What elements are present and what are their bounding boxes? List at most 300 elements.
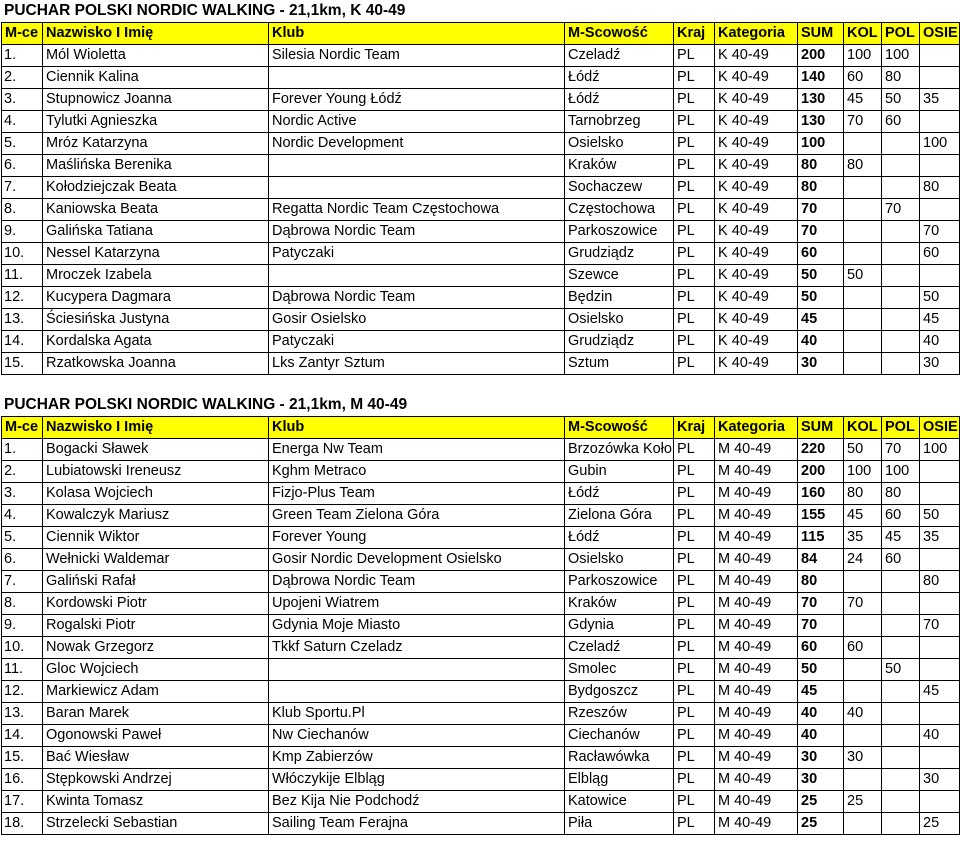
cell-place: 14. [2, 331, 43, 353]
table-row [2, 769, 960, 791]
table-row [2, 549, 960, 571]
table-row [2, 89, 960, 111]
header-osie: OSIE [920, 23, 960, 45]
cell-name: Galiński Rafał [43, 571, 269, 593]
cell-kol: 70 [844, 593, 882, 615]
header-club: Klub [269, 417, 565, 439]
cell-name: Kordalska Agata [43, 331, 269, 353]
cell-town: Kraków [565, 155, 674, 177]
cell-town: Gubin [565, 461, 674, 483]
cell-osie: 80 [920, 571, 960, 593]
cell-osie: 60 [920, 243, 960, 265]
cell-name: Nessel Katarzyna [43, 243, 269, 265]
cell-country: PL [674, 725, 715, 747]
cell-club: Włóczykije Elbląg [269, 769, 565, 791]
cell-pol [882, 681, 920, 703]
cell-club: Patyczaki [269, 243, 565, 265]
cell-place: 1. [2, 439, 43, 461]
header-place: M-ce [2, 23, 43, 45]
table-row [2, 177, 960, 199]
cell-category: M 40-49 [715, 659, 798, 681]
cell-place: 11. [2, 265, 43, 287]
cell-pol: 45 [882, 527, 920, 549]
cell-osie: 40 [920, 331, 960, 353]
table-row [2, 353, 960, 375]
cell-kol [844, 133, 882, 155]
cell-club: Lks Zantyr Sztum [269, 353, 565, 375]
cell-category: M 40-49 [715, 813, 798, 835]
cell-club [269, 659, 565, 681]
table-row [2, 571, 960, 593]
cell-town: Czeladź [565, 637, 674, 659]
cell-pol [882, 155, 920, 177]
cell-name: Ogonowski Paweł [43, 725, 269, 747]
cell-country: PL [674, 133, 715, 155]
cell-pol [882, 243, 920, 265]
cell-pol [882, 769, 920, 791]
cell-name: Galińska Tatiana [43, 221, 269, 243]
cell-osie [920, 199, 960, 221]
cell-category: M 40-49 [715, 505, 798, 527]
cell-category: M 40-49 [715, 527, 798, 549]
header-town: M-Scowość [565, 23, 674, 45]
cell-name: Rogalski Piotr [43, 615, 269, 637]
cell-club: Energa Nw Team [269, 439, 565, 461]
cell-pol [882, 615, 920, 637]
table-row [2, 111, 960, 133]
cell-place: 8. [2, 199, 43, 221]
cell-name: Baran Marek [43, 703, 269, 725]
cell-country: PL [674, 571, 715, 593]
cell-country: PL [674, 527, 715, 549]
cell-kol: 35 [844, 527, 882, 549]
cell-club [269, 155, 565, 177]
cell-kol: 30 [844, 747, 882, 769]
cell-osie [920, 593, 960, 615]
cell-town: Kraków [565, 593, 674, 615]
cell-country: PL [674, 45, 715, 67]
cell-pol [882, 133, 920, 155]
cell-osie [920, 549, 960, 571]
header-category: Kategoria [715, 417, 798, 439]
cell-kol: 70 [844, 111, 882, 133]
cell-osie [920, 483, 960, 505]
cell-name: Ciennik Wiktor [43, 527, 269, 549]
cell-osie [920, 791, 960, 813]
cell-category: M 40-49 [715, 791, 798, 813]
table-row [2, 615, 960, 637]
header-osie: OSIE [920, 417, 960, 439]
cell-category: M 40-49 [715, 571, 798, 593]
table-row [2, 155, 960, 177]
cell-pol [882, 177, 920, 199]
cell-sum: 130 [798, 111, 844, 133]
cell-pol: 80 [882, 67, 920, 89]
cell-sum: 115 [798, 527, 844, 549]
cell-town: Sochaczew [565, 177, 674, 199]
cell-pol: 60 [882, 505, 920, 527]
cell-category: M 40-49 [715, 483, 798, 505]
cell-country: PL [674, 243, 715, 265]
cell-town: Łódź [565, 483, 674, 505]
cell-country: PL [674, 615, 715, 637]
cell-town: Racławówka [565, 747, 674, 769]
cell-town: Osielsko [565, 309, 674, 331]
cell-osie: 25 [920, 813, 960, 835]
table-row [2, 309, 960, 331]
cell-name: Kordowski Piotr [43, 593, 269, 615]
cell-country: PL [674, 155, 715, 177]
cell-sum: 30 [798, 353, 844, 375]
cell-osie [920, 45, 960, 67]
cell-name: Bogacki Sławek [43, 439, 269, 461]
cell-category: M 40-49 [715, 439, 798, 461]
cell-pol [882, 725, 920, 747]
cell-osie [920, 111, 960, 133]
cell-sum: 80 [798, 571, 844, 593]
cell-place: 15. [2, 747, 43, 769]
cell-place: 18. [2, 813, 43, 835]
cell-club: Dąbrowa Nordic Team [269, 221, 565, 243]
cell-kol: 50 [844, 439, 882, 461]
cell-category: K 40-49 [715, 111, 798, 133]
cell-country: PL [674, 331, 715, 353]
cell-osie: 100 [920, 439, 960, 461]
cell-place: 12. [2, 287, 43, 309]
header-town: M-Scowość [565, 417, 674, 439]
cell-country: PL [674, 287, 715, 309]
cell-country: PL [674, 747, 715, 769]
cell-pol: 50 [882, 659, 920, 681]
cell-place: 4. [2, 505, 43, 527]
cell-town: Piła [565, 813, 674, 835]
cell-sum: 45 [798, 309, 844, 331]
table-row [2, 133, 960, 155]
cell-name: Kowalczyk Mariusz [43, 505, 269, 527]
section-men-40-49 [0, 394, 960, 835]
cell-town: Osielsko [565, 549, 674, 571]
table-row [2, 791, 960, 813]
cell-osie [920, 659, 960, 681]
cell-sum: 30 [798, 769, 844, 791]
cell-club: Bez Kija Nie Podchodź [269, 791, 565, 813]
cell-pol [882, 791, 920, 813]
cell-kol: 60 [844, 67, 882, 89]
cell-sum: 200 [798, 461, 844, 483]
cell-pol [882, 221, 920, 243]
cell-name: Tylutki Agnieszka [43, 111, 269, 133]
cell-pol [882, 353, 920, 375]
cell-sum: 70 [798, 593, 844, 615]
cell-club: Sailing Team Ferajna [269, 813, 565, 835]
cell-place: 2. [2, 461, 43, 483]
cell-pol: 80 [882, 483, 920, 505]
cell-osie: 70 [920, 615, 960, 637]
table-row [2, 659, 960, 681]
cell-club: Upojeni Wiatrem [269, 593, 565, 615]
table-row [2, 265, 960, 287]
table-row [2, 483, 960, 505]
cell-name: Markiewicz Adam [43, 681, 269, 703]
cell-club: Regatta Nordic Team Częstochowa [269, 199, 565, 221]
cell-pol [882, 309, 920, 331]
cell-country: PL [674, 637, 715, 659]
cell-country: PL [674, 177, 715, 199]
cell-pol: 70 [882, 199, 920, 221]
cell-osie: 35 [920, 527, 960, 549]
results-table [1, 22, 960, 375]
cell-club: Green Team Zielona Góra [269, 505, 565, 527]
cell-place: 12. [2, 681, 43, 703]
cell-town: Sztum [565, 353, 674, 375]
cell-kol: 50 [844, 265, 882, 287]
cell-sum: 220 [798, 439, 844, 461]
cell-club: Gdynia Moje Miasto [269, 615, 565, 637]
cell-kol [844, 199, 882, 221]
cell-kol [844, 243, 882, 265]
cell-sum: 84 [798, 549, 844, 571]
cell-country: PL [674, 791, 715, 813]
cell-kol: 80 [844, 155, 882, 177]
table-row [2, 725, 960, 747]
section-women-40-49 [0, 0, 960, 375]
cell-osie: 80 [920, 177, 960, 199]
cell-club: Nordic Active [269, 111, 565, 133]
cell-place: 1. [2, 45, 43, 67]
cell-name: Kwinta Tomasz [43, 791, 269, 813]
cell-category: M 40-49 [715, 549, 798, 571]
table-row [2, 813, 960, 835]
cell-kol [844, 331, 882, 353]
cell-kol [844, 681, 882, 703]
table-row [2, 681, 960, 703]
cell-club: Tkkf Saturn Czeladz [269, 637, 565, 659]
header-row [2, 23, 960, 45]
cell-sum: 140 [798, 67, 844, 89]
cell-category: K 40-49 [715, 45, 798, 67]
cell-country: PL [674, 199, 715, 221]
cell-place: 9. [2, 221, 43, 243]
cell-pol: 60 [882, 549, 920, 571]
cell-category: K 40-49 [715, 353, 798, 375]
cell-pol [882, 703, 920, 725]
cell-country: PL [674, 89, 715, 111]
cell-place: 15. [2, 353, 43, 375]
cell-town: Rzeszów [565, 703, 674, 725]
cell-kol [844, 725, 882, 747]
cell-osie: 70 [920, 221, 960, 243]
table-row [2, 67, 960, 89]
cell-osie: 45 [920, 309, 960, 331]
cell-name: Wełnicki Waldemar [43, 549, 269, 571]
cell-name: Mól Wioletta [43, 45, 269, 67]
cell-sum: 45 [798, 681, 844, 703]
cell-pol: 50 [882, 89, 920, 111]
cell-kol: 40 [844, 703, 882, 725]
results-table [1, 416, 960, 835]
header-name: Nazwisko I Imię [43, 417, 269, 439]
cell-osie: 30 [920, 353, 960, 375]
cell-kol: 100 [844, 461, 882, 483]
cell-sum: 50 [798, 287, 844, 309]
cell-kol: 60 [844, 637, 882, 659]
cell-place: 10. [2, 637, 43, 659]
header-country: Kraj [674, 417, 715, 439]
cell-category: M 40-49 [715, 703, 798, 725]
cell-osie: 35 [920, 89, 960, 111]
cell-category: M 40-49 [715, 615, 798, 637]
cell-place: 3. [2, 89, 43, 111]
cell-sum: 70 [798, 199, 844, 221]
cell-place: 5. [2, 527, 43, 549]
cell-country: PL [674, 265, 715, 287]
cell-country: PL [674, 353, 715, 375]
header-sum: SUM [798, 23, 844, 45]
cell-sum: 25 [798, 791, 844, 813]
cell-club [269, 265, 565, 287]
cell-sum: 160 [798, 483, 844, 505]
cell-place: 2. [2, 67, 43, 89]
cell-country: PL [674, 549, 715, 571]
cell-pol [882, 747, 920, 769]
cell-place: 14. [2, 725, 43, 747]
cell-kol [844, 287, 882, 309]
header-place: M-ce [2, 417, 43, 439]
cell-name: Nowak Grzegorz [43, 637, 269, 659]
cell-category: M 40-49 [715, 747, 798, 769]
cell-sum: 50 [798, 659, 844, 681]
cell-osie [920, 67, 960, 89]
cell-country: PL [674, 221, 715, 243]
section-title: PUCHAR POLSKI NORDIC WALKING - 21,1km, K 40-49 [4, 2, 406, 19]
cell-country: PL [674, 67, 715, 89]
cell-country: PL [674, 593, 715, 615]
table-row [2, 703, 960, 725]
cell-kol [844, 813, 882, 835]
cell-name: Ściesińska Justyna [43, 309, 269, 331]
cell-country: PL [674, 505, 715, 527]
cell-sum: 40 [798, 725, 844, 747]
cell-club: Forever Young Łódź [269, 89, 565, 111]
cell-osie [920, 747, 960, 769]
cell-country: PL [674, 461, 715, 483]
cell-town: Osielsko [565, 133, 674, 155]
cell-category: K 40-49 [715, 221, 798, 243]
table-row [2, 439, 960, 461]
cell-name: Lubiatowski Ireneusz [43, 461, 269, 483]
cell-osie: 100 [920, 133, 960, 155]
cell-name: Strzelecki Sebastian [43, 813, 269, 835]
cell-name: Rzatkowska Joanna [43, 353, 269, 375]
cell-club: Forever Young [269, 527, 565, 549]
cell-club: Kghm Metraco [269, 461, 565, 483]
cell-club: Kmp Zabierzów [269, 747, 565, 769]
table-row [2, 287, 960, 309]
header-pol: POL [882, 417, 920, 439]
cell-osie: 30 [920, 769, 960, 791]
table-row [2, 637, 960, 659]
cell-town: Grudziądz [565, 331, 674, 353]
cell-category: M 40-49 [715, 725, 798, 747]
table-row [2, 199, 960, 221]
cell-name: Stępkowski Andrzej [43, 769, 269, 791]
cell-sum: 40 [798, 703, 844, 725]
cell-town: Będzin [565, 287, 674, 309]
cell-name: Kaniowska Beata [43, 199, 269, 221]
header-name: Nazwisko I Imię [43, 23, 269, 45]
cell-name: Gloc Wojciech [43, 659, 269, 681]
cell-name: Mróz Katarzyna [43, 133, 269, 155]
header-row [2, 417, 960, 439]
cell-place: 6. [2, 549, 43, 571]
cell-pol [882, 571, 920, 593]
cell-town: Gdynia [565, 615, 674, 637]
cell-kol [844, 571, 882, 593]
cell-osie: 45 [920, 681, 960, 703]
cell-kol [844, 177, 882, 199]
cell-pol: 100 [882, 461, 920, 483]
table-row [2, 505, 960, 527]
cell-category: K 40-49 [715, 177, 798, 199]
cell-country: PL [674, 439, 715, 461]
cell-kol: 25 [844, 791, 882, 813]
cell-place: 17. [2, 791, 43, 813]
cell-pol [882, 813, 920, 835]
cell-sum: 25 [798, 813, 844, 835]
cell-club: Fizjo-Plus Team [269, 483, 565, 505]
cell-town: Grudziądz [565, 243, 674, 265]
cell-club [269, 67, 565, 89]
cell-sum: 200 [798, 45, 844, 67]
cell-club: Nw Ciechanów [269, 725, 565, 747]
cell-pol [882, 593, 920, 615]
header-pol: POL [882, 23, 920, 45]
cell-category: K 40-49 [715, 199, 798, 221]
header-country: Kraj [674, 23, 715, 45]
cell-sum: 60 [798, 637, 844, 659]
cell-kol [844, 353, 882, 375]
cell-name: Kucypera Dagmara [43, 287, 269, 309]
cell-category: K 40-49 [715, 331, 798, 353]
cell-name: Stupnowicz Joanna [43, 89, 269, 111]
cell-town: Smolec [565, 659, 674, 681]
cell-country: PL [674, 111, 715, 133]
cell-kol: 45 [844, 89, 882, 111]
cell-category: K 40-49 [715, 133, 798, 155]
cell-osie: 50 [920, 505, 960, 527]
table-row [2, 221, 960, 243]
cell-town: Łódź [565, 527, 674, 549]
header-category: Kategoria [715, 23, 798, 45]
cell-sum: 60 [798, 243, 844, 265]
cell-kol [844, 221, 882, 243]
cell-osie [920, 461, 960, 483]
cell-town: Elbląg [565, 769, 674, 791]
cell-name: Mroczek Izabela [43, 265, 269, 287]
cell-place: 5. [2, 133, 43, 155]
table-row [2, 331, 960, 353]
cell-pol: 100 [882, 45, 920, 67]
cell-sum: 155 [798, 505, 844, 527]
cell-pol [882, 265, 920, 287]
cell-town: Częstochowa [565, 199, 674, 221]
cell-club: Patyczaki [269, 331, 565, 353]
cell-club: Silesia Nordic Team [269, 45, 565, 67]
cell-osie [920, 637, 960, 659]
cell-place: 6. [2, 155, 43, 177]
cell-town: Parkoszowice [565, 571, 674, 593]
cell-sum: 80 [798, 155, 844, 177]
